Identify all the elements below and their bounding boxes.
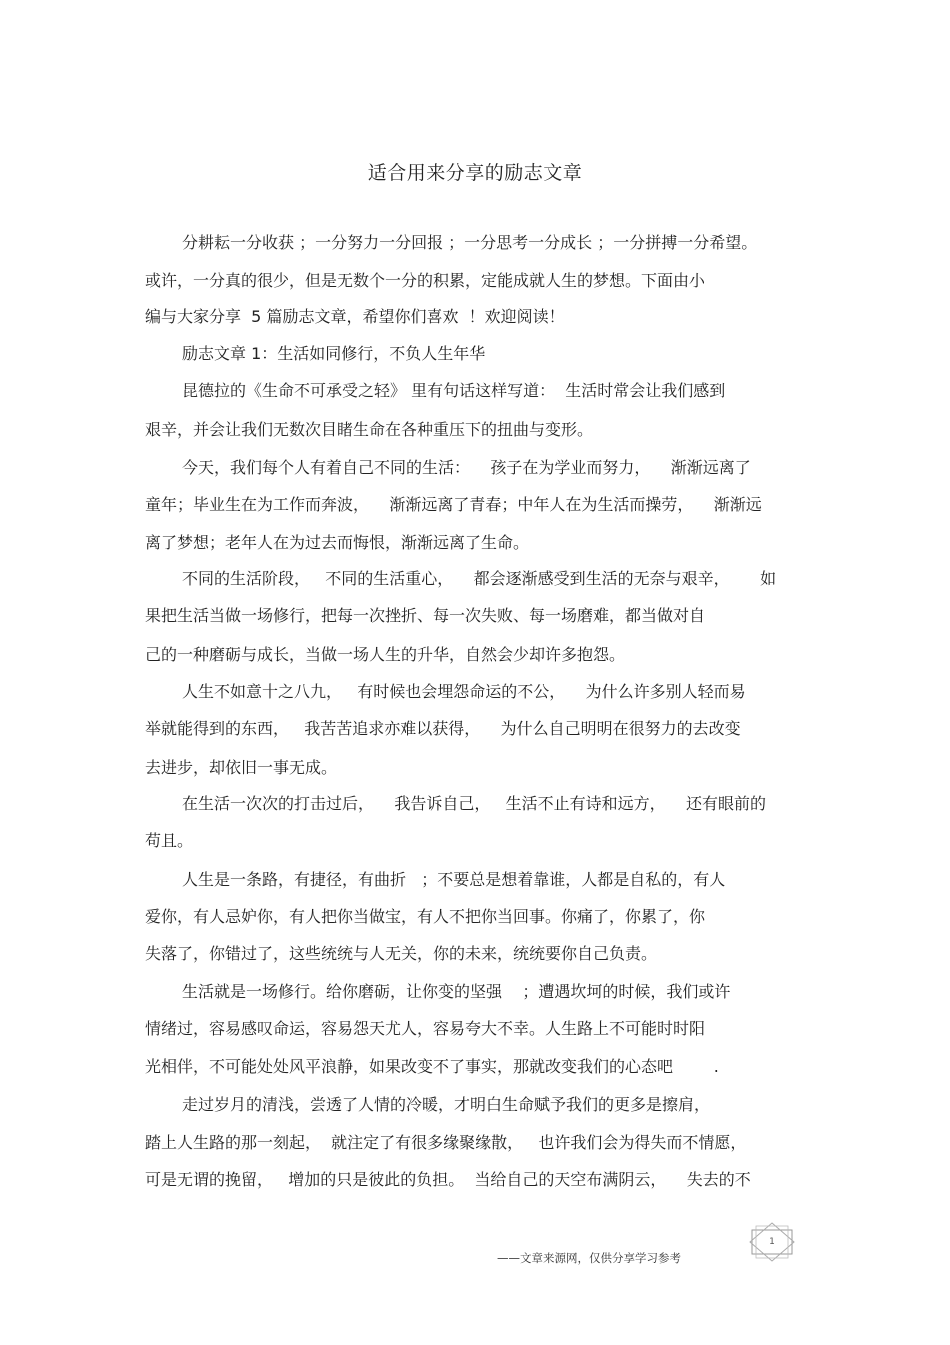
body-line: 童年；毕业生在为工作而奔波， 渐渐远离了青春；中年人在为生活而操劳， 渐渐远: [145, 495, 762, 514]
body-line: 走过岁月的清浅，尝透了人情的冷暖，才明白生命赋予我们的更多是擦肩，: [182, 1095, 711, 1114]
body-line: 可是无谓的挽留， 增加的只是彼此的负担。 当给自己的天空布满阴云， 失去的不: [145, 1170, 751, 1189]
body-line: 在生活一次次的打击过后， 我告诉自己， 生活不止有诗和远方， 还有眼前的: [182, 794, 766, 813]
source-footer: ——文章来源网，仅供分享学习参考: [497, 1251, 681, 1265]
body-line: 举就能得到的东西， 我苦苦追求亦难以获得， 为什么自己明明在很努力的去改变: [145, 719, 741, 738]
body-line: 光相伴，不可能处处风平浪静，如果改变不了事实，那就改变我们的心态吧 .: [145, 1057, 719, 1076]
body-line: 不同的生活阶段， 不同的生活重心， 都会逐渐感受到生活的无奈与艰辛， 如: [182, 569, 777, 588]
body-line: 情绪过，容易感叹命运，容易怨天尤人，容易夸大不幸。人生路上不可能时时阳: [145, 1019, 706, 1038]
body-line: 今天，我们每个人有着自己不同的生活： 孩子在为学业而努力， 渐渐远离了: [182, 458, 751, 477]
body-line: 失落了，你错过了，这些统统与人无关，你的未来，统统要你自己负责。: [145, 944, 658, 963]
body-line: 果把生活当做一场修行，把每一次挫折、每一次失败、每一场磨难，都当做对自: [145, 606, 706, 625]
page-number: 1: [769, 1237, 775, 1247]
body-line: 昆德拉的《生命不可承受之轻》 里有句话这样写道： 生活时常会让我们感到: [182, 381, 726, 400]
body-line: 励志文章 1：生活如同修行，不负人生年华: [182, 344, 486, 363]
body-line: 编与大家分享 5 篇励志文章，希望你们喜欢 ！欢迎阅读！: [145, 307, 565, 326]
body-line: 分耕耘一分收获 ；一分努力一分回报 ；一分思考一分成长 ；一分拼搏一分希望。: [182, 233, 758, 252]
body-line: 去进步，却依旧一事无成。: [145, 758, 338, 777]
article-title: 适合用来分享的励志文章: [367, 162, 583, 184]
body-line: 生活就是一场修行。给你磨砺，让你变的坚强 ；遭遇坎坷的时候，我们或许: [182, 982, 731, 1001]
body-line: 人生不如意十之八九， 有时候也会埋怨命运的不公， 为什么许多别人轻而易: [182, 682, 746, 701]
body-line: 或许，一分真的很少，但是无数个一分的积累，定能成就人生的梦想。下面由小: [145, 271, 706, 290]
body-line: 苟且。: [145, 831, 194, 850]
body-line: 己的一种磨砺与成长，当做一场人生的升华，自然会少却许多抱怨。: [145, 645, 626, 664]
body-line: 离了梦想；老年人在为过去而悔恨，渐渐远离了生命。: [145, 533, 530, 552]
body-line: 爱你，有人忌妒你，有人把你当做宝，有人不把你当回事。你痛了，你累了，你: [145, 907, 706, 926]
body-line: 人生是一条路，有捷径，有曲折 ；不要总是想着靠谁，人都是自私的，有人: [182, 870, 726, 889]
body-line: 踏上人生路的那一刻起， 就注定了有很多缘聚缘散， 也许我们会为得失而不情愿，: [145, 1133, 747, 1152]
body-line: 艰辛，并会让我们无数次目睹生命在各种重压下的扭曲与变形。: [145, 420, 594, 439]
